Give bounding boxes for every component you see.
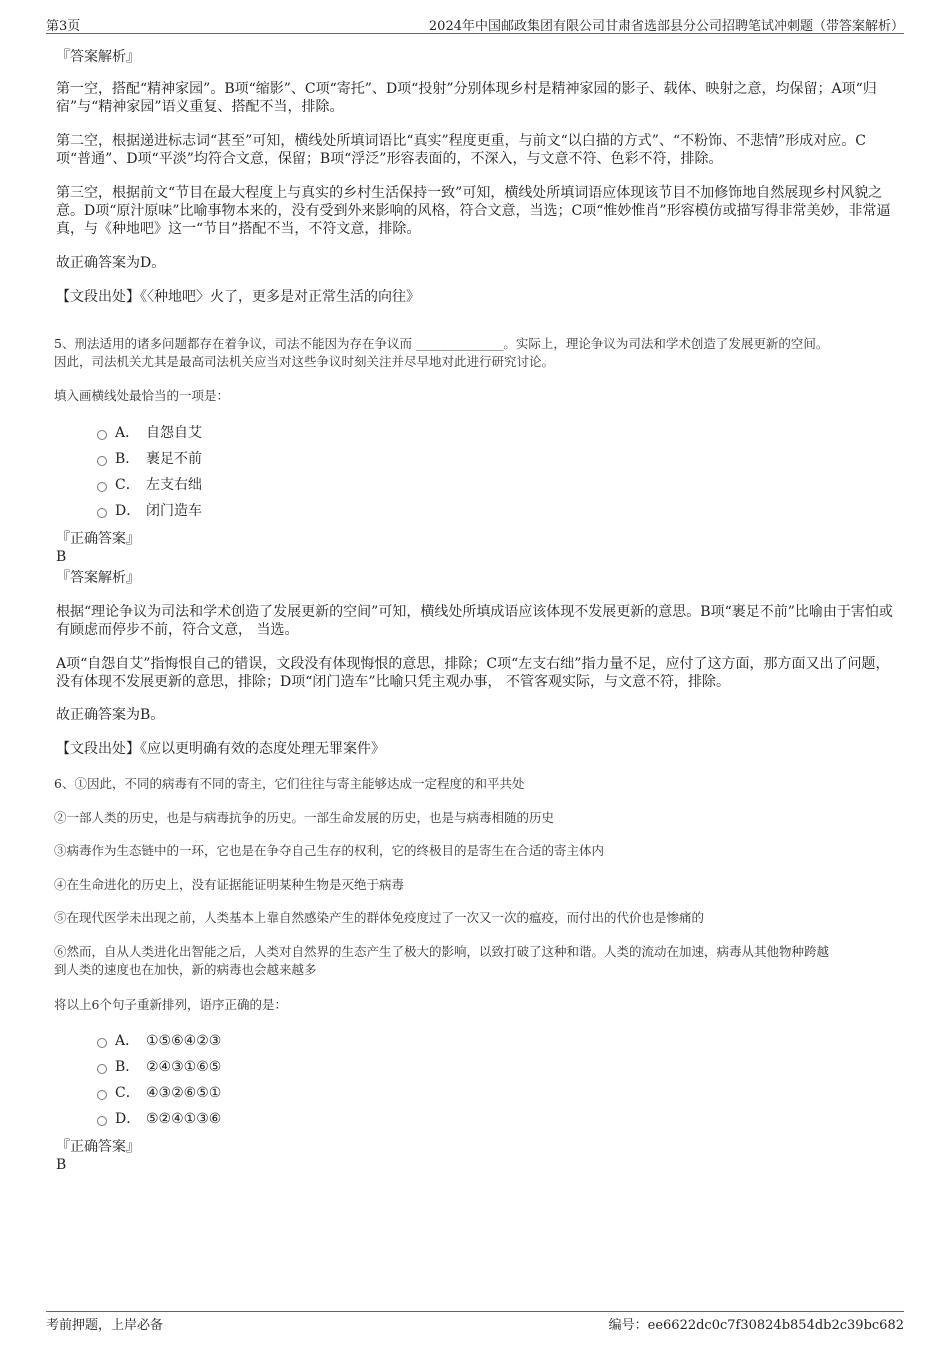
- q5-question-line-1: 5、刑法适用的诸多问题都存在着争议，司法不能因为存在争议而 ______________。实际上，理论争议为司法和学术创造了发展更新的空间。: [54, 336, 829, 351]
- radio-icon[interactable]: [97, 482, 107, 492]
- q4-analysis-para-1: 第一空，搭配“精神家园”。B项“缩影”、C项“寄托”、D项“投射”分别体现乡村是精神家园的影子、载体、映射之意，均保留；A项“归宿”与“精神家园”语义重复、搭配不当，排除。: [56, 81, 877, 115]
- q6-sentence-4: ④在生命进化的历史上，没有证据能证明某种生物是灭绝于病毒: [54, 877, 405, 892]
- radio-icon[interactable]: [97, 1038, 107, 1048]
- q5-analysis-para-2: A项“自怨自艾”指悔恨自己的错误，文段没有体现悔恨的意思，排除；C项“左支右绌”指力量不足，应付了这方面，那方面又出了问题，没有体现不发展更新的意思，排除；D项“闭门造车”比喻只凭主观办事， 不管客观实际，与文意不符，排除。: [56, 656, 890, 690]
- document-title: 2024年中国邮政集团有限公司甘肃省选部县分公司招聘笔试冲刺题（带答案解析）: [428, 19, 904, 34]
- q5-conclusion: 故正确答案为B。: [56, 707, 165, 723]
- q6-sentence-2: ②一部人类的历史，也是与病毒抗争的历史。一部生命发展的历史，也是与病毒相随的历史: [54, 810, 555, 825]
- radio-icon[interactable]: [97, 1090, 107, 1100]
- radio-icon[interactable]: [97, 430, 107, 440]
- q6-sentence-5: ⑤在现代医学未出现之前，人类基本上靠自然感染产生的群体免疫度过了一次又一次的瘟疫，而付出的代价也是惨痛的: [54, 910, 705, 925]
- q4-source: 【文段出处】《〈种地吧〉火了，更多是对正常生活的向往》: [56, 289, 420, 305]
- q5-option-a[interactable]: A． 自怨自艾: [56, 420, 894, 446]
- radio-icon[interactable]: [97, 508, 107, 518]
- q5-option-c[interactable]: C． 左支右绌: [56, 472, 894, 498]
- q6-sentence-3: ③病毒作为生态链中的一环，它也是在争夺自己生存的权利，它的终极目的是寄生在合适的寄主体内: [54, 843, 605, 858]
- q5-prompt: 填入画横线处最恰当的一项是：: [54, 388, 230, 403]
- radio-icon[interactable]: [97, 1064, 107, 1074]
- q5-analysis-para-1: 根据“理论争议为司法和学术创造了发展更新的空间”可知，横线处所填成语应该体现不发展更新的意思。B项“裹足不前”比喻由于害怕或有顾虑而停步不前，符合文意， 当选。: [56, 604, 893, 638]
- radio-icon[interactable]: [97, 456, 107, 466]
- q6-option-a[interactable]: A． ①⑤⑥④②③: [56, 1028, 894, 1054]
- q6-prompt: 将以上6个句子重新排列，语序正确的是：: [54, 997, 287, 1012]
- q5-question-line-2: 因此，司法机关尤其是最高司法机关应当对这些争议时刻关注并尽早地对此进行研究讨论。: [54, 354, 555, 369]
- q5-analysis-label: 『答案解析』: [56, 570, 140, 586]
- footer-slogan: 考前押题，上岸必备: [46, 1318, 164, 1333]
- page-footer: [46, 1311, 904, 1334]
- q6-sentence-6-line-2: 到人类的速度也在加快，新的病毒也会越来越多: [54, 962, 317, 977]
- q5-answer-label: 『正确答案』: [56, 531, 140, 547]
- q5-options: [56, 420, 894, 524]
- q5-source: 【文段出处】《应以更明确有效的态度处理无罪案件》: [56, 741, 385, 757]
- q4-analysis-para-3: 第三空，根据前文“节目在最大程度上与真实的乡村生活保持一致”可知，横线处所填词语应体现该节目不加修饰地自然展现乡村风貌之意。D项“原汁原味”比喻事物本来的，没有受到外来影响的风格，符合文意，当选；C项“惟妙惟肖”形容模仿或描写得非常美妙，非常逼真，与《种地吧》这一“节目”搭配不当，不符文意，排除。: [56, 185, 891, 237]
- q4-analysis-para-2: 第二空，根据递进标志词“甚至”可知，横线处所填词语比“真实”程度更重，与前文“以白描的方式”、“不粉饰、不悲情”形成对应。C项“普通”、D项“平淡”均符合文意，保留；B项“浮泛”形容表面的，不深入，与文意不符、色彩不符，排除。: [56, 133, 866, 167]
- q4-analysis-label: 『答案解析』: [56, 49, 140, 65]
- q6-options: [56, 1028, 894, 1132]
- q6-answer: B: [56, 1157, 67, 1173]
- radio-icon[interactable]: [97, 1116, 107, 1126]
- q5-answer: B: [56, 549, 67, 565]
- page-number: 第3页: [46, 19, 81, 34]
- q6-option-c[interactable]: C． ④③②⑥⑤①: [56, 1080, 894, 1106]
- document-id: 编号：ee6622dc0c7f30824b854db2c39bc682: [608, 1318, 904, 1333]
- q6-option-b[interactable]: B． ②④③①⑥⑤: [56, 1054, 894, 1080]
- q5-option-d[interactable]: D． 闭门造车: [56, 498, 894, 524]
- q4-conclusion: 故正确答案为D。: [56, 255, 166, 271]
- q6-sentence-6-line-1: ⑥然而，自从人类进化出智能之后，人类对自然界的生态产生了极大的影响，以致打破了这种和谐。人类的流动在加速，病毒从其他物种跨越: [54, 944, 830, 959]
- q5-option-b[interactable]: B． 裹足不前: [56, 446, 894, 472]
- q6-option-d[interactable]: D． ⑤②④①③⑥: [56, 1106, 894, 1132]
- q6-answer-label: 『正确答案』: [56, 1139, 140, 1155]
- q6-sentence-1: 6、①因此，不同的病毒有不同的寄主，它们往往与寄主能够达成一定程度的和平共处: [54, 776, 525, 791]
- page-header: [46, 14, 904, 34]
